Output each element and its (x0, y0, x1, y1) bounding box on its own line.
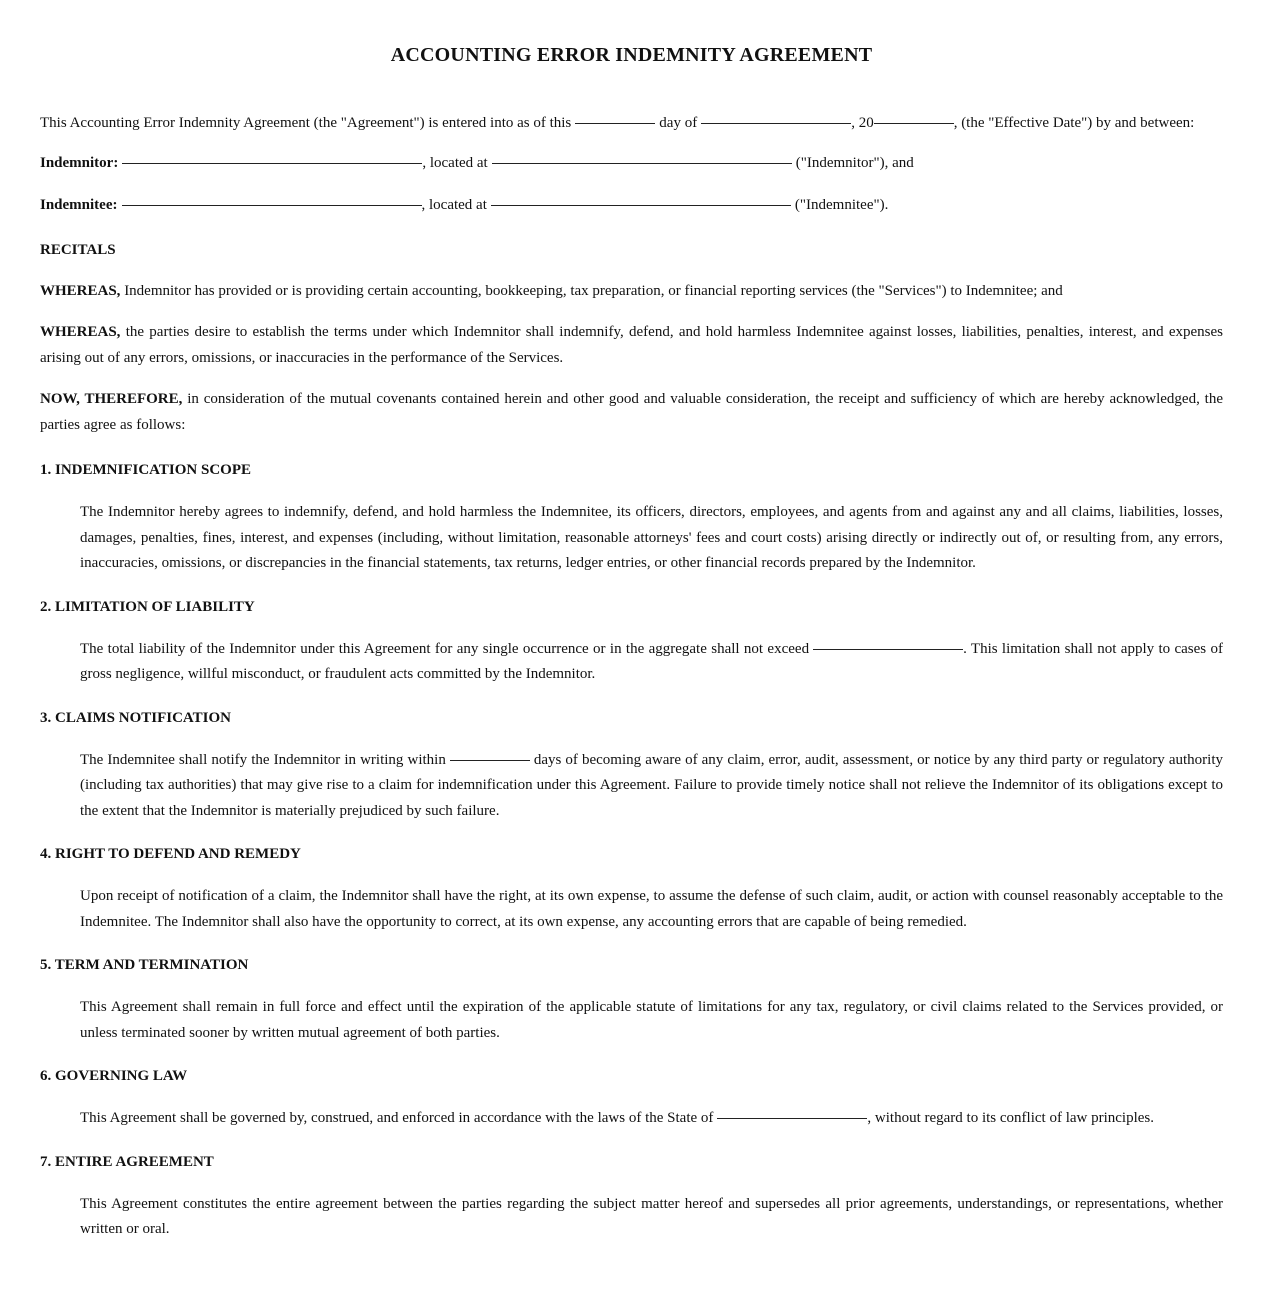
month-blank (701, 122, 851, 124)
section-6-heading: 6. GOVERNING LAW (40, 1068, 188, 1084)
section-5-heading: 5. TERM AND TERMINATION (40, 957, 249, 973)
indemnitee-name-blank (122, 204, 422, 206)
section-5-body: This Agreement shall remain in full force and effect until the expiration of the applicable statute of limitations for any tax, regulatory, or civil claims related to the Services provided, or unless terminated sooner by written mutual agreement of both parties. (80, 999, 1223, 1041)
intro-text-3: , 20 (851, 115, 874, 131)
indemnitor-suffix: ("Indemnitor"), and (795, 154, 914, 171)
year-blank (874, 122, 954, 124)
intro-text-4: , (the "Effective Date") by and between: (953, 115, 1195, 131)
intro-text-1: This Accounting Error Indemnity Agreement (the "Agreement") is entered into as of this (40, 115, 572, 131)
section-1-heading: 1. INDEMNIFICATION SCOPE (40, 462, 251, 478)
indemnitor-line (40, 151, 1223, 176)
section-7-heading: 7. ENTIRE AGREEMENT (40, 1153, 214, 1170)
whereas-2 (40, 320, 1223, 371)
section-2-heading: 2. LIMITATION OF LIABILITY (40, 598, 255, 615)
indemnitee-suffix: ("Indemnitee"). (794, 196, 889, 213)
day-blank (575, 122, 655, 124)
intro-paragraph (40, 111, 1223, 137)
section-3-text-b: days of becoming aware of any claim, error, audit, assessment, or notice by any third party or regulatory authority (including tax authorities) that may give rise to a claim for indemnification under this Agreement. Failure to provide timely notice shall not relieve the Indemnitor of its obligations except to the extent that the Indemnitor is materially prejudiced by such failure. (80, 751, 1223, 819)
whereas-2-text: the parties desire to establish the terms under which Indemnitor shall indemnify, defend, and hold harmless Indemnitee against losses, liabilities, penalties, interest, and expenses arising out of any errors, omissions, or inaccuracies in the performance of the Services. (40, 324, 1223, 366)
section-7-body: This Agreement constitutes the entire agreement between the parties regarding the subject matter hereof and supersedes all prior agreements, understandings, or representations, whether written or oral. (80, 1195, 1223, 1237)
whereas-1 (40, 279, 1223, 305)
document-title: ACCOUNTING ERROR INDEMNITY AGREEMENT (390, 44, 873, 66)
section-1-body: The Indemnitor hereby agrees to indemnify, defend, and hold harmless the Indemnitee, its officers, directors, employees, and agents from and against any and all claims, liabilities, losses, damages, penalties, fines, interest, and expenses (including, without limitation, reasonable attorneys' fees and court costs) arising directly or indirectly out of, or resulting from, any errors, inaccuracies, omissions, or discrepancies in the financial statements, tax returns, ledger entries, or other financial records prepared by the Indemnitor. (80, 504, 1223, 571)
section-3-body (40, 748, 1223, 825)
section-2-body (40, 637, 1223, 688)
section-4-body: Upon receipt of notification of a claim, the Indemnitor shall have the right, at its own expense, to assume the defense of such claim, audit, or action with counsel reasonably acceptable to the Indemnitee. The Indemnitor shall also have the opportunity to correct, at its own expense, any accounting errors that are capable of being remedied. (80, 888, 1223, 930)
liability-cap-blank (813, 648, 963, 650)
section-4-heading: 4. RIGHT TO DEFEND AND REMEDY (40, 846, 301, 862)
state-blank (717, 1117, 867, 1119)
whereas-1-text: Indemnitor has provided or is providing certain accounting, bookkeeping, tax preparation, or financial reporting services (the "Services") to Indemnitee; and (120, 282, 1063, 299)
section-6-text-a: This Agreement shall be governed by, construed, and enforced in accordance with the laws of the State of (80, 1110, 714, 1126)
intro-text-2: day of (659, 115, 698, 131)
whereas-2-lead: WHEREAS, (40, 324, 121, 340)
indemnitee-address-blank (491, 204, 791, 206)
section-2-text-b: . This limitation shall not apply to cases of gross negligence, willful misconduct, or fraudulent acts committed by the Indemnitor. (80, 640, 1223, 682)
now-therefore-lead: NOW, THEREFORE, (40, 391, 183, 407)
section-6-text-b: , without regard to its conflict of law principles. (867, 1110, 1155, 1126)
whereas-1-lead: WHEREAS, (40, 282, 121, 299)
now-therefore (40, 387, 1223, 438)
recitals-heading: RECITALS (40, 241, 116, 258)
indemnitor-address-blank (492, 162, 792, 164)
notice-days-blank (450, 759, 530, 761)
section-6-body (40, 1106, 1223, 1132)
indemnitee-label: Indemnitee: (40, 196, 118, 213)
now-therefore-text: in consideration of the mutual covenants contained herein and other good and valuable consideration, the receipt and sufficiency of which are hereby acknowledged, the parties agree as follows: (40, 391, 1223, 433)
indemnitee-located: , located at (421, 196, 487, 213)
section-2-text-a: The total liability of the Indemnitor under this Agreement for any single occurrence or in the aggregate shall not exceed (80, 640, 810, 657)
indemnitor-name-blank (122, 162, 422, 164)
indemnitor-label: Indemnitor: (40, 154, 119, 171)
indemnitor-located: , located at (422, 154, 488, 171)
indemnitee-line (40, 193, 1223, 218)
section-3-text-a: The Indemnitee shall notify the Indemnitor in writing within (80, 751, 446, 768)
section-3-heading: 3. CLAIMS NOTIFICATION (40, 709, 231, 726)
